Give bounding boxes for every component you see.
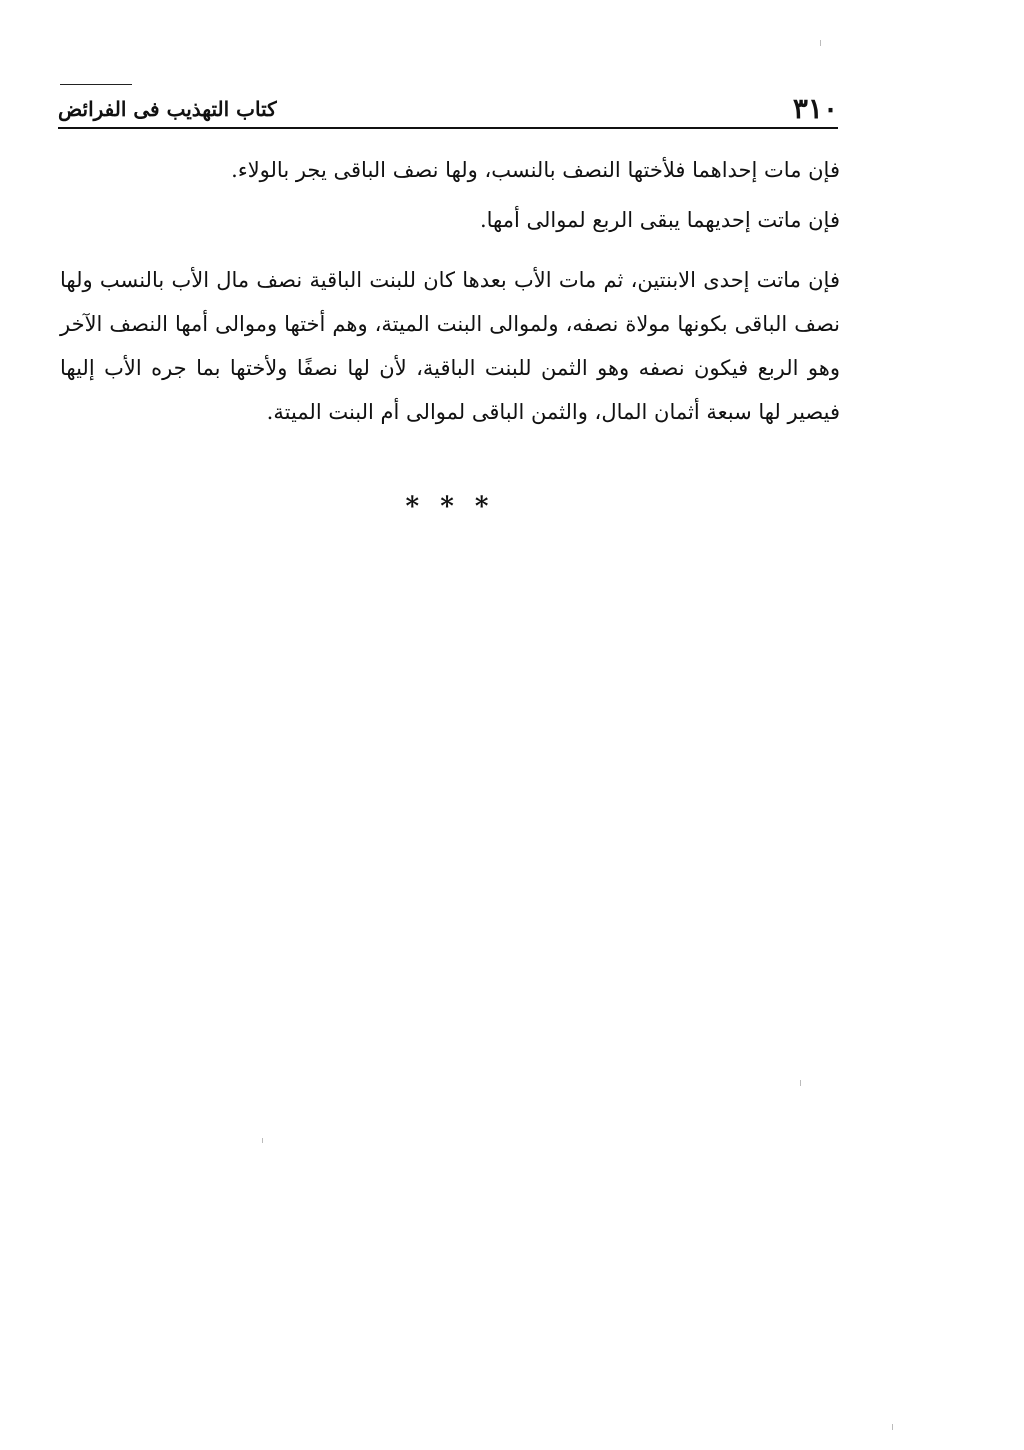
paragraph-3: فإن ماتت إحدى الابنتين، ثم مات الأب بعدها كان للبنت الباقية نصف مال الأب بالنسب ولها نصف الباقى بكونها مولاة نصفه، ولموالى البنت الميتة، وهم أختها وموالى أمها النصف الآخر وهو الربع فيكون نصفه وهو الثمن للبنت الباقية، لأن لها نصفًا ولأختها بما جره الأب إليها فيصير لها سبعة أثمان المال، والثمن الباقى لموالى أم البنت الميتة. [60, 268, 840, 424]
body-text [60, 148, 840, 434]
section-separator: * * * [405, 492, 495, 522]
scan-speck [262, 1138, 263, 1143]
page-number: ٣١٠ [792, 92, 838, 125]
top-margin-rule [60, 84, 132, 85]
paragraph-2: فإن ماتت إحديهما يبقى الربع لموالى أمها. [479, 208, 840, 232]
scan-speck [800, 1080, 801, 1086]
scan-speck [820, 40, 821, 46]
header-divider [58, 127, 838, 129]
paragraph-1: فإن مات إحداهما فلأختها النصف بالنسب، ولها نصف الباقى يجر بالولاء. [231, 158, 840, 182]
running-title: كتاب التهذيب فى الفرائض [58, 97, 277, 121]
scan-speck [892, 1424, 893, 1430]
page-header [58, 92, 838, 126]
